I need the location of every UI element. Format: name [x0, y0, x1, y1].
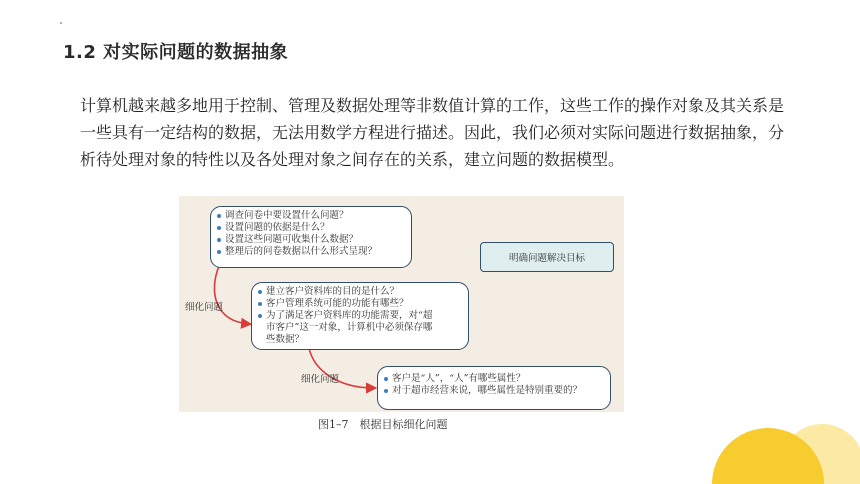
list-item-continued: 市客户”这一对象，计算机中必须保存哪 [266, 322, 433, 333]
body-paragraph: 计算机越来越多地用于控制、管理及数据处理等非数值计算的工作，这些工作的操作对象及其关系是一些具有一定结构的数据，无法用数学方程进行描述。因此，我们必须对实际问题进行数据抽象，分析待处理对象的特性以及各处理对象之间存在的关系，建立问题的数据模型。 [80, 96, 785, 169]
goal-box: 明确问题解决目标 [480, 242, 614, 272]
list-item: 调查问卷中要设置什么问题？ [217, 210, 405, 222]
slide-title: 1.2 对实际问题的数据抽象 [63, 42, 289, 63]
figure-caption: 图1–7 根据目标细化问题 [318, 418, 448, 431]
refine-label-2: 细化问题 [301, 374, 340, 385]
list-item: 整理后的问卷数据以什么形式呈现？ [217, 246, 405, 258]
list-item: 设置这些问题可收集什么数据？ [217, 234, 405, 246]
list-item: 设置问题的依据是什么？ [217, 222, 405, 234]
refine-label-1: 细化问题 [185, 302, 224, 313]
list-item: 客户是“人”，“人”有哪些属性？ [384, 373, 604, 385]
list-item: 建立客户资料库的目的是什么？ [258, 286, 462, 298]
list-item: 客户管理系统可能的功能有哪些？ [258, 298, 462, 310]
list-item-continued: 些数据？ [266, 334, 305, 345]
list-item: 对于超市经营来说，哪些属性是特别重要的？ [384, 385, 604, 397]
list-item: 为了满足客户资料库的功能需要，对“超 [258, 310, 462, 322]
